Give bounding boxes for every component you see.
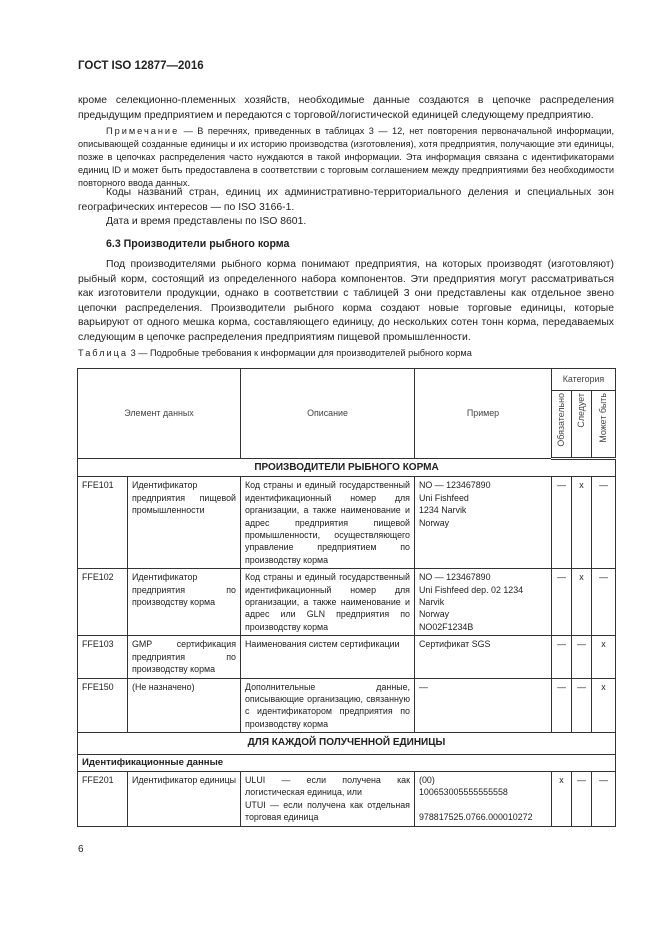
requirements-table [77, 368, 616, 827]
cell-example: (00) 100653005555555558 978817525.0766.000010272 [415, 771, 552, 826]
cell-description: Наименования систем сертификации [241, 636, 415, 678]
cell-may: x [592, 636, 616, 678]
cell-description: Код страны и единый государственный идентификационный номер для организации, а также наименование и адрес или GLN предприятия по производству корма [241, 569, 415, 636]
cell-example: NO — 123467890 Uni Fishfeed 1234 Narvik Norway [415, 477, 552, 569]
header-description: Описание [241, 369, 415, 459]
cell-example: — [415, 678, 552, 733]
cell-code: FFE103 [78, 636, 128, 678]
header-should: Следует [576, 393, 587, 428]
table-row [78, 771, 616, 826]
caption-label: Таблица [78, 348, 129, 358]
note [78, 125, 614, 190]
cell-mandatory: x [552, 771, 572, 826]
cell-example: Сертификат SGS [415, 636, 552, 678]
cell-mandatory: — [552, 569, 572, 636]
cell-should: — [572, 678, 592, 733]
section-row: ДЛЯ КАЖДОЙ ПОЛУЧЕННОЙ ЕДИНИЦЫ [78, 733, 616, 754]
cell-mandatory: — [552, 678, 572, 733]
subsection-row: Идентификационные данные [78, 754, 616, 771]
header-category: Категория [552, 369, 616, 391]
cell-example: NO — 123467890 Uni Fishfeed dep. 02 1234 Narvik Norway NO02F1234B [415, 569, 552, 636]
table-row [78, 569, 616, 636]
cell-code: FFE150 [78, 678, 128, 733]
cell-name: GMP сертификация предприятия по производству корма [128, 636, 241, 678]
paragraph: Дата и время представлены по ISO 8601. [106, 216, 307, 227]
cell-code: FFE201 [78, 771, 128, 826]
cell-description: ULUI — если получена как логистическая единица, или UTUI — если получена как отдельная торговая единица [241, 771, 415, 826]
cell-should: x [572, 477, 592, 569]
cell-code: FFE102 [78, 569, 128, 636]
paragraph: Под производителями рыбного корма понимают предприятия, на которых производят (изготовляют) рыбный корм, состоящий из определенного набора компонентов. Эти предприятия могут рассматриваться как изготовители продукции, однако в соответствии с таблицей 3 они представлены как отдельное звено цепочки распределения. Производители рыбного корма создают новые торговые единицы, которые варьируют от одного мешка корма, составляющего единицу, до нескольких сотен тонн корма, передаваемых следующим в цепочке распределения предприятиям пищевой промышленности. [78, 259, 614, 343]
cell-name: Идентификатор предприятия пищевой промышленности [128, 477, 241, 569]
cell-may: — [592, 477, 616, 569]
header-mandatory: Обязательно [556, 393, 567, 447]
paragraph: Коды названий стран, единиц их административно-территориального деления и специальных зон географических интересов — по ISO 3166-1. [78, 187, 614, 213]
header-example: Пример [415, 369, 552, 459]
header-element: Элемент данных [78, 369, 241, 459]
cell-name: (Не назначено) [128, 678, 241, 733]
cell-description: Дополнительные данные, описывающие организацию, связанную с идентификатором предприятия по производству корма [241, 678, 415, 733]
paragraph: кроме селекционно-племенных хозяйств, необходимые данные создаются в цепочке распределения предыдущим предприятием и передаются с торговой/логистической единицей следующему предприятию. [78, 95, 614, 121]
cell-should: x [572, 569, 592, 636]
table-caption [78, 348, 472, 358]
cell-may: — [592, 569, 616, 636]
cell-code: FFE101 [78, 477, 128, 569]
cell-mandatory: — [552, 477, 572, 569]
cell-name: Идентификатор предприятия по производству корма [128, 569, 241, 636]
cell-should: — [572, 636, 592, 678]
note-label: Примечание [106, 126, 180, 136]
section-row: ПРОИЗВОДИТЕЛИ РЫБНОГО КОРМА [78, 459, 616, 477]
header-may: Может быть [598, 393, 609, 443]
caption-text: 3 — Подробные требования к информации для производителей рыбного корма [128, 348, 472, 358]
cell-description: Код страны и единый государственный идентификационный номер для организации, а также наименование и адрес предприятия пищевой промышленности, осуществляющего управление предприятием по производству корма [241, 477, 415, 569]
cell-may: x [592, 678, 616, 733]
cell-name: Идентификатор единицы [128, 771, 241, 826]
table-row [78, 678, 616, 733]
page-number: 6 [78, 844, 84, 855]
cell-mandatory: — [552, 636, 572, 678]
table-row [78, 636, 616, 678]
note-text: — В перечнях, приведенных в таблицах 3 — 12, нет повторения первоначальной информации, описывающей созданные единицы и их историю производства (изготовления), хотя предприятия, получающие эти единицы, позже в цепочках распределения часто нуждаются в такой информации. Эта информация связана с идентификаторами единиц ID и может быть предоставлена в соответствии с торговым соглашением между предприятиями без необходимости повторного ввода данных. [78, 126, 614, 188]
table-row [78, 477, 616, 569]
section-title: 6.3 Производители рыбного корма [106, 238, 290, 250]
cell-may: — [592, 771, 616, 826]
cell-should: — [572, 771, 592, 826]
document-header: ГОСТ ISO 12877—2016 [78, 60, 204, 72]
